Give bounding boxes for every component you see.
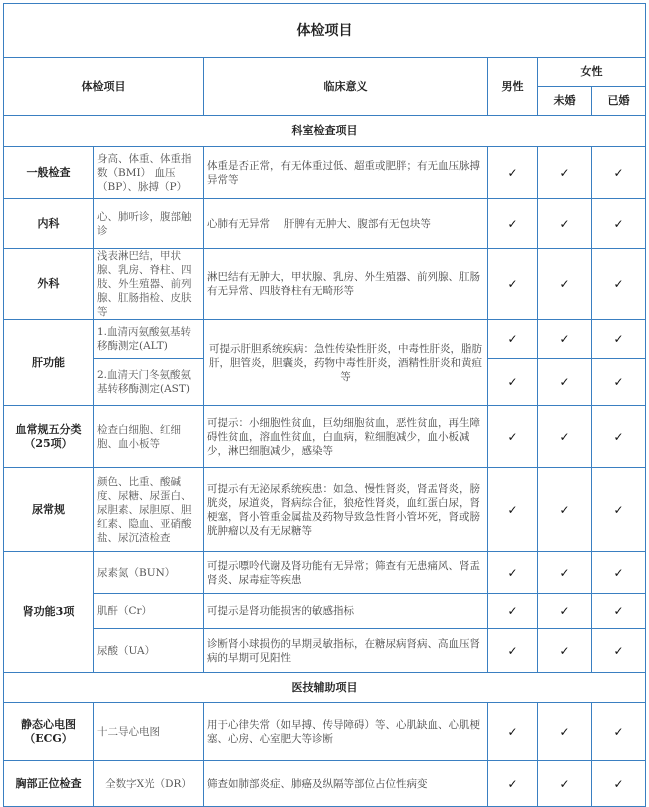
check-mark: ✓ [592, 406, 646, 468]
check-mark: ✓ [488, 468, 538, 552]
meaning-surgery: 淋巴结有无肿大，甲状腺、乳房、外生殖器、前列腺、肛肠有无异常、四肢脊柱有无畸形等 [204, 249, 488, 320]
check-mark: ✓ [488, 147, 538, 199]
check-mark: ✓ [592, 629, 646, 673]
check-mark: ✓ [592, 594, 646, 629]
meaning-kidney-bun: 可提示嘌呤代谢及肾功能有无异常；筛查有无患痛风、肾盂肾炎、尿毒症等疾患 [204, 552, 488, 594]
check-mark: ✓ [488, 406, 538, 468]
category-urine: 尿常规 [4, 468, 94, 552]
item-surgery: 浅表淋巴结，甲状腺、乳房、脊柱、四肢、外生殖器、前列腺、肛肠指检、皮肤等 [94, 249, 204, 320]
check-mark: ✓ [488, 629, 538, 673]
item-kidney-ua: 尿酸（UA） [94, 629, 204, 673]
check-mark: ✓ [488, 359, 538, 406]
check-mark: ✓ [488, 552, 538, 594]
check-mark: ✓ [592, 703, 646, 761]
check-mark: ✓ [592, 199, 646, 249]
meaning-kidney-ua: 诊断肾小球损伤的早期灵敏指标，在糖尿病肾病、高血压肾病的早期可见阳性 [204, 629, 488, 673]
check-mark: ✓ [538, 359, 592, 406]
item-liver-alt: 1.血清丙氨酸氨基转移酶测定(ALT) [94, 320, 204, 359]
item-liver-ast: 2.血清天门冬氨酸氨基转移酶测定(AST) [94, 359, 204, 406]
meaning-blood: 可提示：小细胞性贫血，巨幼细胞贫血，恶性贫血，再生障碍性贫血，溶血性贫血，白血病，粒细胞减少，血小板减少，淋巴细胞减少，感染等 [204, 406, 488, 468]
item-urine: 颜色、比重、酸碱度、尿糖、尿蛋白、尿胆素、尿胆原、胆红素、隐血、亚硝酸盐、尿沉渣检查 [94, 468, 204, 552]
check-mark: ✓ [538, 406, 592, 468]
header-married: 已婚 [592, 87, 646, 116]
meaning-liver: 可提示肝胆系统疾病：急性传染性肝炎，中毒性肝炎，脂肪肝，胆管炎，胆囊炎，药物中毒性肝炎，酒精性肝炎和黄疸等 [204, 320, 488, 406]
check-mark: ✓ [488, 199, 538, 249]
item-chest: 全数字X光（DR） [94, 761, 204, 807]
check-mark: ✓ [592, 147, 646, 199]
header-meaning: 临床意义 [204, 58, 488, 116]
check-mark: ✓ [538, 249, 592, 320]
table-row [4, 320, 646, 359]
check-mark: ✓ [538, 629, 592, 673]
check-mark: ✓ [488, 594, 538, 629]
item-general: 身高、体重、体重指数（BMI） 血压（BP）、脉搏（P） [94, 147, 204, 199]
check-mark: ✓ [538, 761, 592, 807]
section-dept: 科室检查项目 [4, 116, 646, 147]
meaning-urine: 可提示有无泌尿系统疾患：如急、慢性肾炎，肾盂肾炎，膀胱炎，尿道炎，肾病综合征，狼疮性肾炎，血红蛋白尿，肾梗塞，肾小管重金属盐及药物导致急性肾小管坏死，肾或膀胱肿瘤以及有无尿糖等 [204, 468, 488, 552]
check-mark: ✓ [488, 249, 538, 320]
category-ecg: 静态心电图（ECG） [4, 703, 94, 761]
category-surgery: 外科 [4, 249, 94, 320]
table-row [4, 249, 646, 320]
table-title: 体检项目 [4, 4, 646, 58]
table-row [4, 199, 646, 249]
check-mark: ✓ [538, 147, 592, 199]
check-mark: ✓ [538, 468, 592, 552]
check-mark: ✓ [488, 703, 538, 761]
table-row [4, 629, 646, 673]
category-internal: 内科 [4, 199, 94, 249]
item-kidney-cr: 肌酐（Cr） [94, 594, 204, 629]
exam-table [3, 3, 646, 807]
item-blood: 检查白细胞、红细胞、血小板等 [94, 406, 204, 468]
check-mark: ✓ [592, 552, 646, 594]
header-female: 女性 [538, 58, 646, 87]
meaning-chest: 筛查如肺部炎症、肺癌及纵隔等部位占位性病变 [204, 761, 488, 807]
table-row [4, 406, 646, 468]
table-row [4, 594, 646, 629]
category-blood: 血常规五分类（25项） [4, 406, 94, 468]
header-item: 体检项目 [4, 58, 204, 116]
section-aux: 医技辅助项目 [4, 673, 646, 703]
item-internal: 心、肺听诊，腹部触诊 [94, 199, 204, 249]
check-mark: ✓ [592, 468, 646, 552]
category-general: 一般检查 [4, 147, 94, 199]
check-mark: ✓ [488, 320, 538, 359]
category-kidney: 肾功能3项 [4, 552, 94, 673]
check-mark: ✓ [538, 320, 592, 359]
check-mark: ✓ [592, 761, 646, 807]
item-kidney-bun: 尿素氮（BUN） [94, 552, 204, 594]
meaning-internal: 心肺有无异常 肝脾有无肿大、腹部有无包块等 [204, 199, 488, 249]
meaning-general: 体重是否正常，有无体重过低、超重或肥胖；有无血压脉搏异常等 [204, 147, 488, 199]
table-row [4, 147, 646, 199]
check-mark: ✓ [538, 703, 592, 761]
header-male: 男性 [488, 58, 538, 116]
check-mark: ✓ [538, 199, 592, 249]
check-mark: ✓ [592, 359, 646, 406]
table-row [4, 468, 646, 552]
table-row [4, 552, 646, 594]
header-unmarried: 未婚 [538, 87, 592, 116]
item-ecg: 十二导心电图 [94, 703, 204, 761]
table-row [4, 761, 646, 807]
check-mark: ✓ [488, 761, 538, 807]
category-liver: 肝功能 [4, 320, 94, 406]
check-mark: ✓ [538, 552, 592, 594]
category-chest: 胸部正位检查 [4, 761, 94, 807]
meaning-kidney-cr: 可提示是肾功能损害的敏感指标 [204, 594, 488, 629]
check-mark: ✓ [592, 249, 646, 320]
table-row [4, 703, 646, 761]
meaning-ecg: 用于心律失常（如早搏、传导障碍）等、心肌缺血、心肌梗塞、心房、心室肥大等诊断 [204, 703, 488, 761]
check-mark: ✓ [592, 320, 646, 359]
check-mark: ✓ [538, 594, 592, 629]
